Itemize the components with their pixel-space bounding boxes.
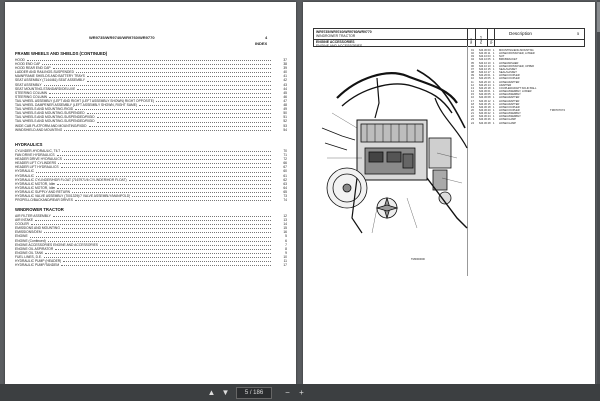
index-entry-page: 47 [283,98,287,103]
index-entry[interactable] [15,198,287,202]
dot-leader [61,263,271,266]
parts-cell-part: 624 30 00 [479,49,491,52]
index-entry-text: SEAT ASSEMBLY [15,82,42,87]
index-entry-text: TAIL WHEELS AND MOUNTING-RIGID [15,107,74,112]
parts-cell-qty: 1 [493,61,495,65]
index-entry-page: 53 [283,123,287,128]
index-entry-text: STEERING COLUMN [15,94,48,99]
zoom-in-button[interactable] [296,387,307,398]
plus-icon: + [299,388,304,397]
parts-cell-desc: COUPLER/ADAPT SOLID BALL [499,86,537,90]
parts-cell-desc: BRK/BRACKET [499,58,518,62]
dot-leader [87,74,271,77]
subsection-title: ENGINE ACCESSORIES [316,40,355,44]
index-entry-page: 41 [283,74,287,79]
dot-leader [35,218,271,221]
parts-cell-qty: 1 [493,96,495,100]
index-entry-text: MAINFRAME SHIELDS AND BATTERY TRAYS [15,74,85,79]
dot-leader [62,226,271,229]
index-entry-text: LADDER AND RAILINGS-SUSPENDED [15,70,74,75]
dot-leader [72,190,271,193]
parts-page-number: 5 [577,31,580,36]
index-entry-page: 12 [283,214,287,218]
dot-leader [36,169,271,172]
index-entry-page: 72 [283,157,287,162]
index-entry-page: 6 [285,238,287,243]
parts-cell-part: 624 30 08 [479,96,491,100]
index-entry-page: 65 [283,189,287,194]
dot-leader [132,194,271,197]
index-entry-text: CYLINDER-HYDRAULIC, TILT [15,149,61,153]
parts-cell-desc: HOSE/CROSSOVER, UPPER [499,64,535,68]
dot-leader [57,186,271,189]
index-section-hydraulics [15,142,287,202]
dot-leader [36,174,271,177]
index-entry-page: 61 [283,173,287,178]
index-entry-text: FAN DRIVE HYDRAULICS [15,153,55,158]
parts-cell-item: 20 [471,108,474,112]
parts-cell-qty: 1 [493,74,495,78]
parts-cell-item: 14 [471,90,474,94]
dot-leader [75,198,271,201]
page-header-title: WR9735/WR9740/WR9760/WR9770 [89,35,155,40]
parts-cell-desc: HOSE/COUPLER [499,77,520,81]
parts-cell-part: 624 10 05 [479,58,491,62]
parts-cell-desc: SEAL/GASKET [499,67,517,71]
parts-cell-desc: HOSE/ASSEMBLY [499,112,521,116]
index-entry-page: 54 [283,127,287,132]
index-entry-page: 9 [285,250,287,255]
index-entry-text: TAIL WHEEL ASSEMBLY (LEFT AND RIGHT (LEFT ASSEMBLY SHOWN) RIGHT OPPOSITE) [15,98,154,103]
index-entry-text: HYDRAULIC [15,169,35,174]
parts-cell-item: 17 [471,99,474,103]
index-entry-text: HOOD END CAP [15,62,41,67]
index-entry-page: 42 [283,78,287,83]
index-entry-text: HEADER DRIVE HYDRAULICS [15,157,62,162]
parts-cell-part: 624 20 14 [479,83,491,87]
parts-cell-qty: 1 [493,67,495,71]
parts-cell-desc: MOUNTING/ENG MOUNTNG [499,49,534,52]
dot-leader [53,66,271,69]
parts-cell-qty: 1 [493,58,495,62]
index-entry-text: HYDRAULIC MOTOR, Idler [15,185,56,190]
dot-leader [57,182,271,185]
index-entry-text: HYDRAULIC PUMP/TANDEM [15,263,60,268]
parts-cell-part: 624 10 03 [479,55,491,59]
minus-icon: − [285,388,290,397]
index-entry-text: HYDRAULIC MOTOR, Idler [15,181,56,186]
parts-cell-item: 01 [471,49,474,52]
parts-cell-part: 624 10 17 [479,71,491,75]
dot-leader [49,95,271,98]
parts-cell-item: 24 [471,121,474,125]
description-header: Description [509,31,532,36]
parts-cell-desc: HOSE/CLAMP [499,118,517,122]
parts-cell-qty: 1 [493,115,495,119]
index-entry-page: 10 [283,254,287,259]
index-entry-page: 40 [283,70,287,75]
parts-cell-part: 624 10 15 [479,67,491,71]
dot-leader [63,259,271,262]
index-entry[interactable] [15,263,287,267]
parts-cell-item: 03 [471,55,474,59]
index-entry-text: STEERING COLUMN [15,90,48,95]
parts-cell-item: 16 [471,96,474,100]
index-entry-page: 70 [283,149,287,153]
parts-cell-qty: 1 [493,49,495,52]
parts-cell-desc: HOSE/WASHER [499,61,519,65]
parts-cell-desc: ADAPTER [499,83,512,87]
index-entry-page: 63 [283,181,287,186]
index-entry-text: ENGINE OIL ASPIRATOR [15,246,54,251]
dot-leader [129,178,271,181]
index-entry-page: 62 [283,177,287,182]
parts-cell-part: 624 30 15 [479,102,491,106]
parts-cell-desc: SEAL/GASKET [499,71,517,75]
index-entry-text: ENGINE OIL TANK [15,250,44,255]
index-entry-page: 51 [283,115,287,120]
dot-leader [48,239,271,242]
parts-cell-qty: 1 [493,99,495,103]
parts-cell-part: 624 20 18 [479,86,491,90]
dot-leader [58,161,271,164]
parts-cell-item: 06 [471,64,474,68]
parts-cell-part: 624 30 18 [479,105,491,109]
index-entry-page: 11 [283,259,287,264]
parts-cell-item: 02 [471,52,474,56]
dot-leader [30,234,271,237]
parts-cell-item: 19 [471,105,474,109]
index-entry-text: PROPELLO/BACKAND/REAR DRIVES [15,198,73,203]
index-entry-text: TAIL WHEELS AND MOUNTING-SUSPENDED/RIGID [15,115,95,120]
parts-cell-item: 04 [471,58,474,62]
parts-cell-item: 23 [471,118,474,122]
arrow-down-icon: ▼ [221,388,230,397]
dot-leader [97,119,271,122]
parts-cell-desc: HOSE/ASSEMBLY, LOWER [499,90,532,94]
dot-leader [44,230,271,233]
dot-leader [76,70,271,73]
parts-cell-part: 624 10 13 [479,64,491,68]
parts-cell-part: 624 20 01 [479,74,491,78]
parts-cell-qty: 1 [493,64,495,68]
parts-cell-qty: 1 [493,108,495,112]
parts-cell-qty: 1 [493,112,495,116]
dot-leader [49,91,271,94]
dot-leader [45,251,271,254]
parts-cell-desc: HOSE/ASSEMBLY [499,93,521,97]
index-entry-page: 67 [283,165,287,170]
index-entry-page: 60 [283,169,287,174]
index-entry-page: 7 [285,242,287,247]
dot-leader [61,165,271,168]
index-entry-page: 45 [283,90,287,95]
index-entry-page: 14 [283,222,287,227]
arrow-up-icon: ▲ [207,388,216,397]
dot-leader [62,149,271,152]
index-page [5,2,296,384]
index-entry-text: AIR INTAKE [15,218,34,223]
parts-cell-item: 11 [471,80,474,84]
index-section-windrower [15,207,287,267]
parts-header-title: WR9735/WR9740/WR9760/WR9770 [316,30,372,34]
index-entry-text: EMISSIONS/DEM [15,230,42,235]
parts-cell-item: 10 [471,77,474,81]
parts-cell-qty: 1 [493,102,495,106]
index-entry-page: 17 [283,263,287,268]
page-number-field[interactable]: 5 / 186 [236,387,272,399]
parts-cell-qty: 1 [493,90,495,94]
parts-cell-item: 05 [471,61,474,65]
dot-leader [87,111,271,114]
dot-leader [31,222,271,225]
next-page-button[interactable] [220,387,231,398]
zoom-out-button[interactable] [282,387,293,398]
parts-cell-item: 22 [471,115,474,119]
dot-leader [27,58,271,61]
index-entry-text: EMISSIONS AND MOUNTING [15,226,60,231]
index-entry-page: 15 [283,226,287,231]
index-entry-text: AIR FILTER ASSEMBLY [15,214,51,218]
index-entry-page: 48 [283,103,287,108]
parts-cell-item: 21 [471,112,474,116]
dot-leader [139,103,271,106]
index-entry-text: HEADER LIFT HYDRAULICS [15,165,59,170]
parts-cell-desc: HOSE/ADAPTER [499,80,520,84]
parts-cell-desc: HOSE/COUPLER [499,108,520,112]
parts-header-subtitle: WINDROWER TRACTOR [316,34,356,38]
index-section-title: HYDRAULICS [15,142,43,147]
dot-leader [89,124,271,127]
parts-cell-qty: 1 [493,71,495,75]
index-entry-text: HOOD [15,58,25,62]
parts-cell-part: 624 30 26 [479,118,491,122]
dot-leader [44,83,271,86]
index-entry-page: 5 [285,234,287,239]
index-entry-text: WIDE CAB PLATFORM AND MOUNTING/RIGID [15,123,87,128]
parts-row [471,122,579,125]
index-entry-page: 46 [283,94,287,99]
parts-cell-part: 624 30 20 [479,108,491,112]
parts-cell-item: 13 [471,86,474,90]
index-entry-text: COOLER [15,222,29,227]
parts-cell-qty: 1 [493,118,495,122]
index-entry-page: 74 [283,198,287,203]
dot-leader [53,214,271,217]
index-entry-text: ENGINE (Continued) [15,238,46,243]
parts-cell-part: 624 20 05 [479,77,491,81]
index-section-frame [15,51,287,132]
parts-cell-part: 624 30 22 [479,112,491,116]
index-entry-page: 43 [283,82,287,87]
index-entry-page: 50 [283,111,287,116]
index-entry-page: 52 [283,119,287,124]
dot-leader [42,62,271,65]
dot-leader [64,128,271,131]
page-number: 4 [265,35,268,40]
page-header-label: INDEX [255,41,268,46]
parts-cell-desc: HOSE/ASSEMBLY [499,115,521,119]
parts-cell-part: 624 30 24 [479,115,491,119]
dot-leader [97,115,271,118]
parts-cell-part: 624 30 12 [479,99,491,103]
parts-cell-desc: HOSE/CROSSOVER, LOWER [499,52,535,56]
index-entry-text: SEAT ASSEMBLY (7144461) SEAT ASSEMBLY [15,78,85,83]
dot-leader [75,107,271,110]
parts-cell-part: 624 30 05 [479,93,491,97]
index-section-title: FRAME WHEELS AND SHIELDS (CONTINUED) [15,51,108,56]
parts-cell-desc: HOSE/ADAPTER [499,102,520,106]
index-entry-page: 49 [283,107,287,112]
parts-cell-desc: HOSE/ADAPTER [499,96,520,100]
dot-leader [77,87,271,90]
index-entry-text: HYDRAULIC VALVE ASSEMBLY (7001329)/7 VALVE ASSEMBLY/MANIFOLD) [15,194,131,199]
index-entry-text: TAIL WHEELS AND MOUNTING-SUSPENDED/RIGID [15,119,95,124]
index-entry-text: HOOD REAR END CAP [15,66,51,71]
figure-code: TM0000000 [411,258,425,261]
dot-leader [64,157,271,160]
parts-cell-desc: NUT [499,55,505,59]
index-entry-page: 44 [283,86,287,91]
index-entry-page: 66 [283,161,287,166]
dot-leader [156,99,271,102]
index-entry-text: HYDRAULIC [15,173,35,178]
dot-leader [100,243,271,246]
index-entry-page: 16 [283,230,287,235]
parts-cell-item: 07 [471,67,474,71]
col-head-qty: Qty [489,39,493,44]
parts-cell-desc: HOSE/COUPLER [499,105,520,109]
index-entry-text: WINDSHIELD AND MOUNTING [15,127,63,132]
index-entry-text: TAIL WHEEL DAMPENER ASSEMBLY (LEFT ASSEMBLY SHOWN, RIGHT SAME) [15,103,138,108]
parts-cell-part: 624 30 28 [479,121,491,125]
parts-list [471,49,579,125]
parts-cell-qty: 1 [493,77,495,81]
parts-cell-part: 624 10 10 [479,61,491,65]
dot-leader [55,247,271,250]
index-entry-text: FUEL LINES, D.E. [15,254,42,259]
col-head-part: Part # [479,35,483,44]
index-entry-text: TAIL WHEELS AND MOUNTING-SUSPENDED [15,111,85,116]
reference-code: TM9707074 [550,108,565,112]
index-entry-page: 39 [283,66,287,71]
index-entry-page: 13 [283,218,287,223]
parts-cell-qty: 1 [493,86,495,90]
parts-cell-desc: HOSE/CLAMP [499,121,517,125]
parts-cell-qty: 1 [493,93,495,97]
parts-cell-item: 12 [471,83,474,87]
index-entry-text: HYDRAULIC CYLINDER/HDR FLOAT (7167971/6 CYLINDER/HDR FLOAT) [15,177,127,182]
index-entry-text: HYDRAULIC PUMP (HEADER) [15,259,62,264]
previous-page-button[interactable] [206,387,217,398]
parts-cell-qty: 1 [493,105,495,109]
subsection-subtitle: ENGINE AND ACCESSORIES [316,43,363,48]
dot-leader [57,153,271,156]
index-entry-page: 64 [283,185,287,190]
index-entry-text: ENGINE [15,234,28,239]
index-entry[interactable] [15,128,287,132]
index-entry-page: 8 [285,246,287,251]
index-entry-text: HEADER LIFT CYLINDERS [15,161,57,166]
col-head-item: Item [469,38,473,44]
parts-cell-desc: HOSE/COUPLER [499,74,520,78]
parts-cell-item: 15 [471,93,474,97]
engine-accessories-diagram [317,58,469,238]
parts-cell-qty: 1 [493,83,495,87]
parts-cell-part: 624 30 01 [479,90,491,94]
index-entry-text: HYDRAULIC SUPPLY AND RETURN [15,189,71,194]
index-entry-page: 37 [283,58,287,62]
parts-cell-qty: 1 [493,52,495,56]
parts-cell-part: 624 20 10 [479,80,491,84]
parts-cell-item: 08 [471,71,474,75]
parts-page [303,2,595,384]
index-entry-text: ENGINE ACCESSORIES ENGINE AND ACCESSORIES [15,242,98,247]
index-entry-text: SEAT MOUNTING-STANDARD/DELUXE [15,86,76,91]
index-entry-page: 38 [283,62,287,67]
parts-cell-item: 18 [471,102,474,106]
parts-cell-item: 09 [471,74,474,78]
index-entry-page: 71 [283,153,287,158]
parts-cell-part: 624 30 11 [479,52,491,56]
index-entry-page: 73 [283,194,287,199]
parts-cell-qty: 1 [493,121,495,125]
index-section-title: WINDROWER TRACTOR [15,207,64,212]
parts-cell-qty: 1 [493,80,495,84]
parts-cell-desc: HOSE/ADAPTER [499,99,520,103]
parts-cell-qty: 1 [493,55,495,59]
dot-leader [87,78,271,81]
dot-leader [44,255,271,258]
